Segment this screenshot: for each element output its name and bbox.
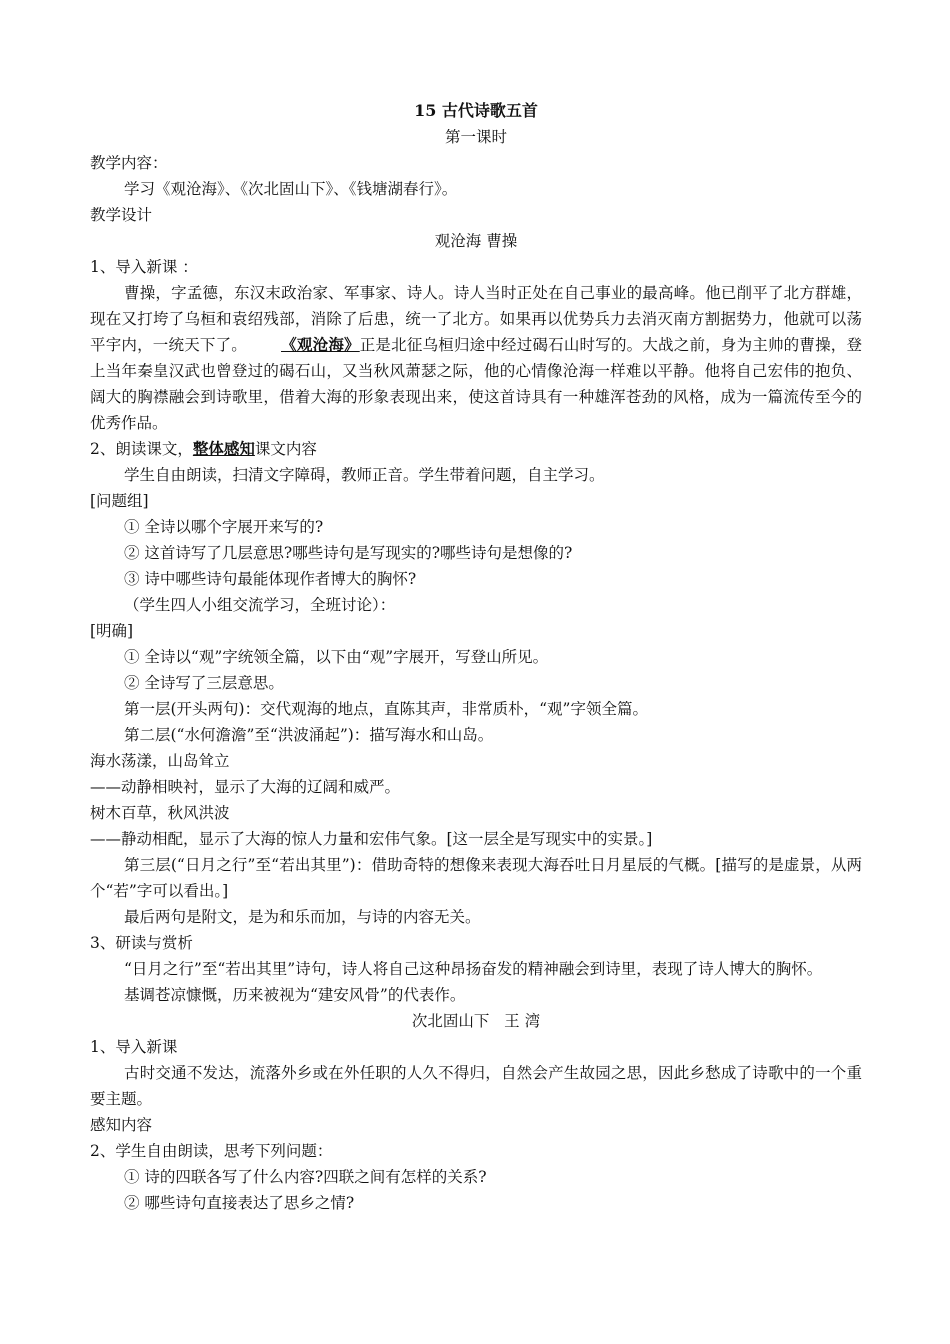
answer-item: 第二层(“水何澹澹”至“洪波涌起”)：描写海水和山岛。 [124,726,494,744]
section2-title-c: 课文内容 [254,440,317,458]
verse-line: 树木百草，秋风洪波 [90,804,230,822]
question-item: ① 全诗以哪个字展开来写的? [124,518,324,536]
poem1-heading: 观沧海 曹操 [434,232,518,250]
perceive-label: 感知内容 [90,1116,153,1134]
verse-note: ——动静相映衬，显示了大海的辽阔和威严。 [90,778,401,796]
poem1-intro [90,280,862,436]
verse-note: ——静动相配，显示了大海的惊人力量和宏伟气象。[这一层全是写现实中的实景。] [90,830,653,848]
poem1-intro-part-b: 正是北征乌桓归途中经过碣石山时写的。大战之前，身为主帅的曹操，登上当年秦皇汉武也曾登过的碣石山，又当秋风萧瑟之际，他的心情像沧海一样难以平静。他将自己宏伟的抱负、阔大的胸襟融会到诗歌里，借着大海的形象表现出来，使这首诗具有一种雄浑苍劲的风格，成为一篇流传至今的优秀作品。 [90,336,862,432]
group-note: （学生四人小组交流学习，全班讨论）： [124,596,396,614]
question-item: ③ 诗中哪些诗句最能体现作者博大的胸怀? [124,570,417,588]
poem1-section2-title [90,436,862,462]
poem2-section1-title: 1、导入新课 [90,1038,178,1056]
doc-subtitle: 第一课时 [444,128,507,146]
poem1-section2-text: 学生自由朗读，扫清文字障碍，教师正音。学生带着问题，自主学习。 [124,466,605,484]
poem2-heading: 次北固山下 王 湾 [411,1012,541,1030]
answer-item: ② 全诗写了三层意思。 [124,674,284,692]
poem1-intro-part-a: 曹操，字孟德，东汉末政治家、军事家、诗人。诗人当时正处在自己事业的最高峰。他已削平了北方群雄，现在又打垮了乌桓和袁绍残部，消除了后患，统一了北方。如果再以优势兵力去消灭南方割据势力，他就可以荡平宇内，一统天下了。 [90,284,862,354]
question-item: ② 这首诗写了几层意思?哪些诗句是写现实的?哪些诗句是想像的? [124,544,573,562]
verse-line: 海水荡漾，山岛耸立 [90,752,230,770]
content-text: 学习《观沧海》、《次北固山下》、《钱塘湖春行》。 [124,180,458,198]
poem2-intro: 古时交通不发达，流落外乡或在外任职的人久不得归，自然会产生故园之思，因此乡愁成了诗歌中的一个重要主题。 [90,1064,862,1108]
layer3-text: 第三层(“日月之行”至“若出其里”)：借助奇特的想像来表现大海吞吐日月星辰的气概。[描写的是虚景，从两个“若”字可以看出。] [90,856,862,900]
poem1-section3-title: 3、研读与赏析 [90,934,193,952]
poem1-section1-title: 1、导入新课 ： [90,258,198,276]
questions-label: [问题组] [90,492,149,510]
answer-label: [明确] [90,622,134,640]
doc-title: 15 古代诗歌五首 [414,101,538,120]
poem2-section2-title: 2、学生自由朗读，思考下列问题： [90,1142,333,1160]
last-two-note: 最后两句是附文，是为和乐而加，与诗的内容无关。 [124,908,481,926]
poem1-section3-text2: 基调苍凉慷慨，历来被视为“建安风骨”的代表作。 [124,986,466,1004]
poem2-question-item: ② 哪些诗句直接表达了思乡之情? [124,1194,355,1212]
document-page [90,98,862,1216]
poem1-intro-title: 《观沧海》 [281,335,360,354]
section2-title-a: 2、朗读课文， [90,440,193,458]
poem1-section3-text: “日月之行”至“若出其里”诗句，诗人将自己这种昂扬奋发的精神融会到诗里，表现了诗人博大的胸怀。 [124,960,823,978]
answer-item: 第一层(开头两句)：交代观海的地点，直陈其声，非常质朴，“观”字领全篇。 [124,700,648,718]
content-label: 教学内容： [90,154,168,172]
answer-item: ① 全诗以“观”字统领全篇，以下由“观”字展开，写登山所见。 [124,648,549,666]
section2-title-keyword: 整体感知 [192,439,255,458]
poem2-question-item: ① 诗的四联各写了什么内容?四联之间有怎样的关系? [124,1168,487,1186]
design-label: 教学设计 [90,206,153,224]
